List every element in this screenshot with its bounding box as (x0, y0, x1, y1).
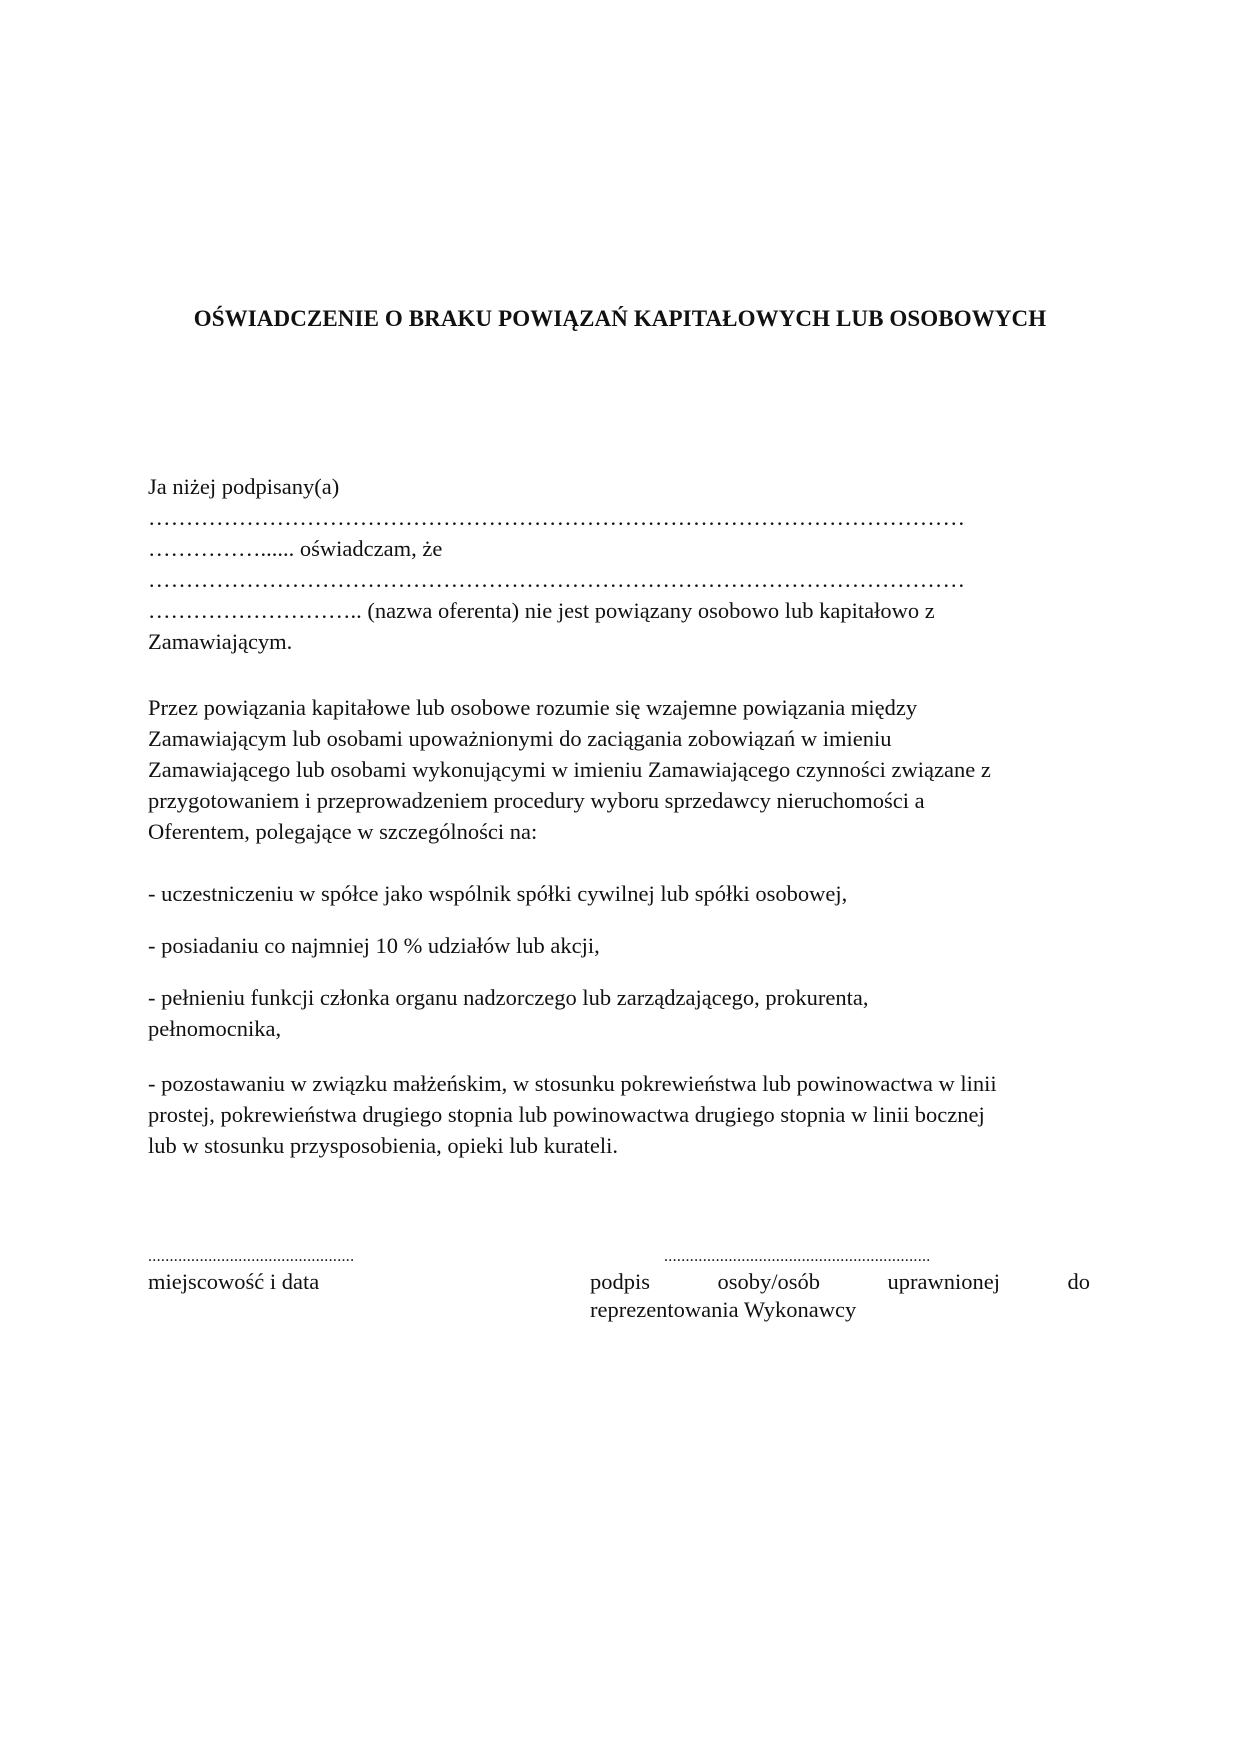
definition-line: Przez powiązania kapitałowe lub osobowe rozumie się wzajemne powiązania między (148, 695, 918, 720)
signature-label-line-2: reprezentowania Wykonawcy (590, 1297, 857, 1322)
declaration-block (148, 471, 1100, 657)
bullet-item-3 (148, 982, 1100, 1044)
bullet-line: - uczestniczeniu w spółce jako wspólnik spółki cywilnej lub spółki osobowej, (148, 881, 848, 906)
authorized-signature-field (590, 1246, 1100, 1324)
name-fill-dots: ……………………………………………………………………………………………… (148, 505, 966, 530)
bullet-line: - pełnieniu funkcji członka organu nadzorczego lub zarządzającego, prokurenta, (148, 985, 869, 1010)
signature-label-word: do (1067, 1269, 1090, 1294)
signature-label-line-1 (590, 1268, 1090, 1296)
document-title: OŚWIADCZENIE O BRAKU POWIĄZAŃ KAPITAŁOWYCH LUB OSOBOWYCH (193, 306, 1047, 331)
offeror-fill-dots: ……………………………………………………………………………………………… (148, 567, 966, 592)
declaration-line-3: ……………...... oświadczam, że (148, 536, 443, 561)
declaration-line-1: Ja niżej podpisany(a) (148, 474, 340, 499)
definition-line: przygotowaniem i przeprowadzeniem procedury wyboru sprzedawcy nieruchomości a (148, 788, 925, 813)
bullet-line: - posiadaniu co najmniej 10 % udziałów lub akcji, (148, 933, 600, 958)
signature-dots: .............................................................. (664, 1248, 931, 1265)
declaration-line-6: Zamawiającym. (148, 629, 293, 654)
definition-line: Oferentem, polegające w szczególności na: (148, 819, 538, 844)
bullet-line: - pozostawaniu w związku małżeńskim, w stosunku pokrewieństwa lub powinowactwa w linii (148, 1071, 997, 1096)
bullet-item-4 (148, 1068, 1100, 1161)
bullet-line: prostej, pokrewieństwa drugiego stopnia lub powinowactwa drugiego stopnia w linii bocznej (148, 1102, 985, 1127)
signature-label-word: osoby/osób (717, 1269, 821, 1294)
definition-line: Zamawiającym lub osobami upoważnionymi do zaciągania zobowiązań w imieniu (148, 726, 892, 751)
declaration-line-5: ……………………….. (nazwa oferenta) nie jest powiązany osobowo lub kapitałowo z (148, 598, 935, 623)
definition-line: Zamawiającego lub osobami wykonującymi w imieniu Zamawiającego czynności związane z (148, 757, 991, 782)
signature-label-word: uprawnionej (887, 1269, 1000, 1294)
signature-label-word: podpis (590, 1269, 651, 1294)
place-date-label: miejscowość i data (148, 1269, 320, 1294)
definition-paragraph (148, 692, 1100, 847)
bullet-line: lub w stosunku przysposobienia, opieki lub kurateli. (148, 1133, 618, 1158)
bullet-item-2 (148, 930, 1100, 961)
bullet-line: pełnomocnika, (148, 1016, 282, 1041)
place-date-dots: ................................................ (148, 1248, 355, 1265)
bullet-item-1 (148, 878, 1100, 909)
place-date-signature-field (148, 1246, 354, 1296)
